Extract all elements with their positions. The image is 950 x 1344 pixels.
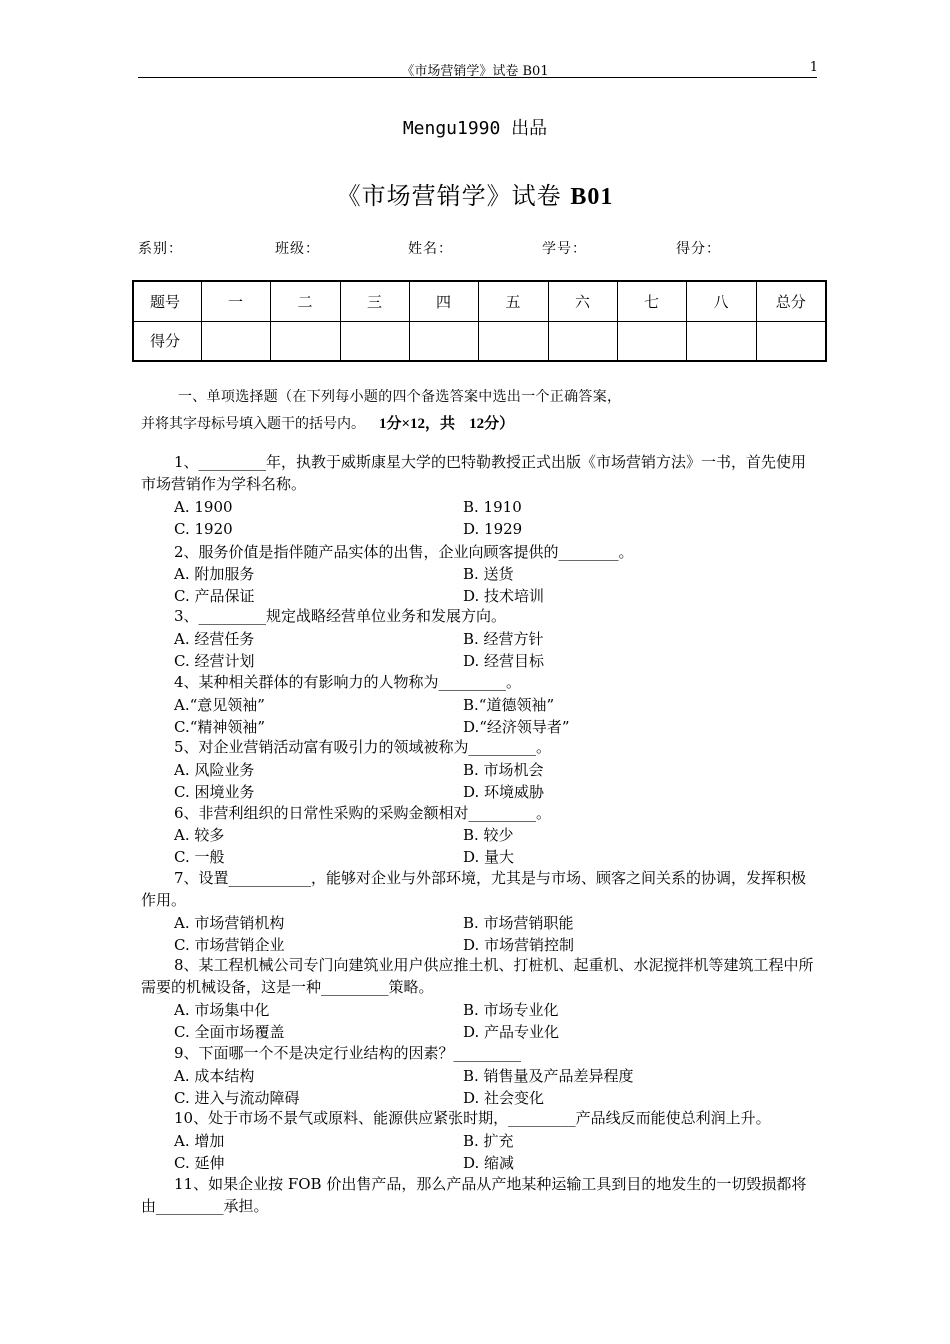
score-input-cell[interactable] bbox=[201, 321, 270, 361]
question-stem: 2、服务价值是指伴随产品实体的出售，企业向顾客提供的________。 bbox=[174, 543, 634, 561]
answer-option[interactable]: D. 量大 bbox=[463, 848, 515, 866]
page-number: 1 bbox=[809, 60, 818, 75]
score-table bbox=[132, 280, 827, 362]
answer-option[interactable]: D.“经济领导者” bbox=[463, 718, 570, 736]
field-class: 班级： bbox=[275, 241, 320, 257]
answer-option[interactable]: D. 社会变化 bbox=[463, 1089, 545, 1107]
answer-option[interactable]: D. 技术培训 bbox=[463, 587, 545, 605]
question-stem: 7、设置___________，能够对企业与外部环境，尤其是与市场、顾客之间关系的协调，发挥积极作用。 bbox=[141, 869, 807, 909]
answer-option[interactable]: C.“精神领袖” bbox=[174, 718, 266, 736]
score-table-cell: 四 bbox=[409, 281, 478, 321]
header-rule bbox=[138, 77, 817, 78]
score-input-cell[interactable] bbox=[270, 321, 340, 361]
question-stem: 3、_________规定战略经营单位业务和发展方向。 bbox=[174, 607, 507, 625]
answer-option[interactable]: D. 经营目标 bbox=[463, 652, 545, 670]
brand-line: Mengu1990 出品 bbox=[402, 118, 548, 139]
field-student-id: 学号： bbox=[542, 241, 587, 257]
answer-option[interactable]: A. 增加 bbox=[174, 1132, 225, 1150]
score-table-cell: 八 bbox=[686, 281, 756, 321]
answer-option[interactable]: A.“意见领袖” bbox=[174, 696, 265, 714]
answer-option[interactable]: C. 产品保证 bbox=[174, 587, 255, 605]
answer-option[interactable]: D. 1929 bbox=[463, 520, 523, 538]
score-input-cell[interactable] bbox=[617, 321, 686, 361]
score-input-cell[interactable] bbox=[340, 321, 409, 361]
score-table-cell: 二 bbox=[270, 281, 340, 321]
question-stem: 9、下面哪一个不是决定行业结构的因素？_________ bbox=[174, 1044, 522, 1062]
score-table-cell: 三 bbox=[340, 281, 409, 321]
score-table-cell: 得分 bbox=[133, 321, 201, 361]
score-table-cell: 七 bbox=[617, 281, 686, 321]
answer-option[interactable]: C. 一般 bbox=[174, 848, 225, 866]
field-name: 姓名： bbox=[408, 241, 453, 257]
answer-option[interactable]: C. 1920 bbox=[174, 520, 233, 538]
score-table-score-row bbox=[133, 321, 826, 361]
answer-option[interactable]: A. 附加服务 bbox=[174, 565, 255, 583]
answer-option[interactable]: B.“道德领袖” bbox=[463, 696, 555, 714]
question-stem: 4、某种相关群体的有影响力的人物称为_________。 bbox=[174, 673, 522, 691]
score-table-cell: 总分 bbox=[756, 281, 826, 321]
question-stem: 6、非营利组织的日常性采购的采购金额相对_________。 bbox=[174, 804, 552, 822]
score-table-cell: 五 bbox=[478, 281, 548, 321]
answer-option[interactable]: B. 市场专业化 bbox=[463, 1001, 559, 1019]
field-department: 系别： bbox=[138, 241, 183, 257]
answer-option[interactable]: C. 市场营销企业 bbox=[174, 936, 285, 954]
question-stem: 8、某工程机械公司专门向建筑业用户供应推土机、打桩机、起重机、水泥搅拌机等建筑工程中所需要的机械设备，这是一种_________策略。 bbox=[141, 956, 814, 996]
instr-total: 12分） bbox=[469, 416, 515, 432]
instr-points: 1分×12，共 bbox=[379, 416, 456, 432]
answer-option[interactable]: D. 产品专业化 bbox=[463, 1023, 560, 1041]
exam-title bbox=[0, 176, 950, 211]
answer-option[interactable]: A. 经营任务 bbox=[174, 630, 255, 648]
score-input-cell[interactable] bbox=[548, 321, 617, 361]
answer-option[interactable]: B. 市场营销职能 bbox=[463, 914, 574, 932]
running-header-title: 《市场营销学》试卷 B01 bbox=[401, 64, 549, 79]
answer-option[interactable]: A. 成本结构 bbox=[174, 1067, 255, 1085]
answer-option[interactable]: B. 扩充 bbox=[463, 1132, 514, 1150]
question-stem: 11、如果企业按 FOB 价出售产品，那么产品从产地某种运输工具到目的地发生的一切毁损都将由_________承担。 bbox=[141, 1175, 807, 1215]
answer-option[interactable]: C. 困境业务 bbox=[174, 783, 255, 801]
question-stem: 10、处于市场不景气或原料、能源供应紧张时期，_________产品线反而能使总利润上升。 bbox=[174, 1109, 771, 1127]
answer-option[interactable]: B. 经营方针 bbox=[463, 630, 544, 648]
section-instructions-cont bbox=[141, 412, 514, 433]
question-stem: 1、_________年，执教于威斯康星大学的巴特勒教授正式出版《市场营销方法》一书，首先使用市场营销作为学科名称。 bbox=[141, 453, 807, 493]
exam-title-text: 《市场营销学》试卷 bbox=[336, 182, 562, 210]
exam-title-code: B01 bbox=[570, 184, 614, 210]
answer-option[interactable]: B. 送货 bbox=[463, 565, 514, 583]
answer-option[interactable]: A. 1900 bbox=[174, 498, 233, 516]
score-table-header-row bbox=[133, 281, 826, 321]
answer-option[interactable]: B. 1910 bbox=[463, 498, 522, 516]
answer-option[interactable]: C. 经营计划 bbox=[174, 652, 255, 670]
answer-option[interactable]: B. 较少 bbox=[463, 826, 514, 844]
answer-option[interactable]: A. 市场营销机构 bbox=[174, 914, 285, 932]
score-table-cell: 题号 bbox=[133, 281, 201, 321]
question-stem: 5、对企业营销活动富有吸引力的领域被称为_________。 bbox=[174, 738, 552, 756]
field-score: 得分： bbox=[676, 241, 721, 257]
instr-part: 并将其字母标号填入题干的括号内。 bbox=[141, 416, 365, 432]
answer-option[interactable]: A. 较多 bbox=[174, 826, 225, 844]
score-input-cell[interactable] bbox=[756, 321, 826, 361]
score-input-cell[interactable] bbox=[478, 321, 548, 361]
score-table-cell: 一 bbox=[201, 281, 270, 321]
section-instructions: 一、单项选择题（在下列每小题的四个备选答案中选出一个正确答案， bbox=[178, 389, 622, 405]
answer-option[interactable]: B. 市场机会 bbox=[463, 761, 544, 779]
answer-option[interactable]: D. 环境威胁 bbox=[463, 783, 545, 801]
score-input-cell[interactable] bbox=[686, 321, 756, 361]
answer-option[interactable]: D. 缩减 bbox=[463, 1154, 515, 1172]
answer-option[interactable]: A. 风险业务 bbox=[174, 761, 255, 779]
score-table-cell: 六 bbox=[548, 281, 617, 321]
score-input-cell[interactable] bbox=[409, 321, 478, 361]
answer-option[interactable]: C. 延伸 bbox=[174, 1154, 225, 1172]
answer-option[interactable]: B. 销售量及产品差异程度 bbox=[463, 1067, 634, 1085]
answer-option[interactable]: C. 全面市场覆盖 bbox=[174, 1023, 285, 1041]
answer-option[interactable]: D. 市场营销控制 bbox=[463, 936, 575, 954]
answer-option[interactable]: C. 进入与流动障碍 bbox=[174, 1089, 300, 1107]
answer-option[interactable]: A. 市场集中化 bbox=[174, 1001, 270, 1019]
